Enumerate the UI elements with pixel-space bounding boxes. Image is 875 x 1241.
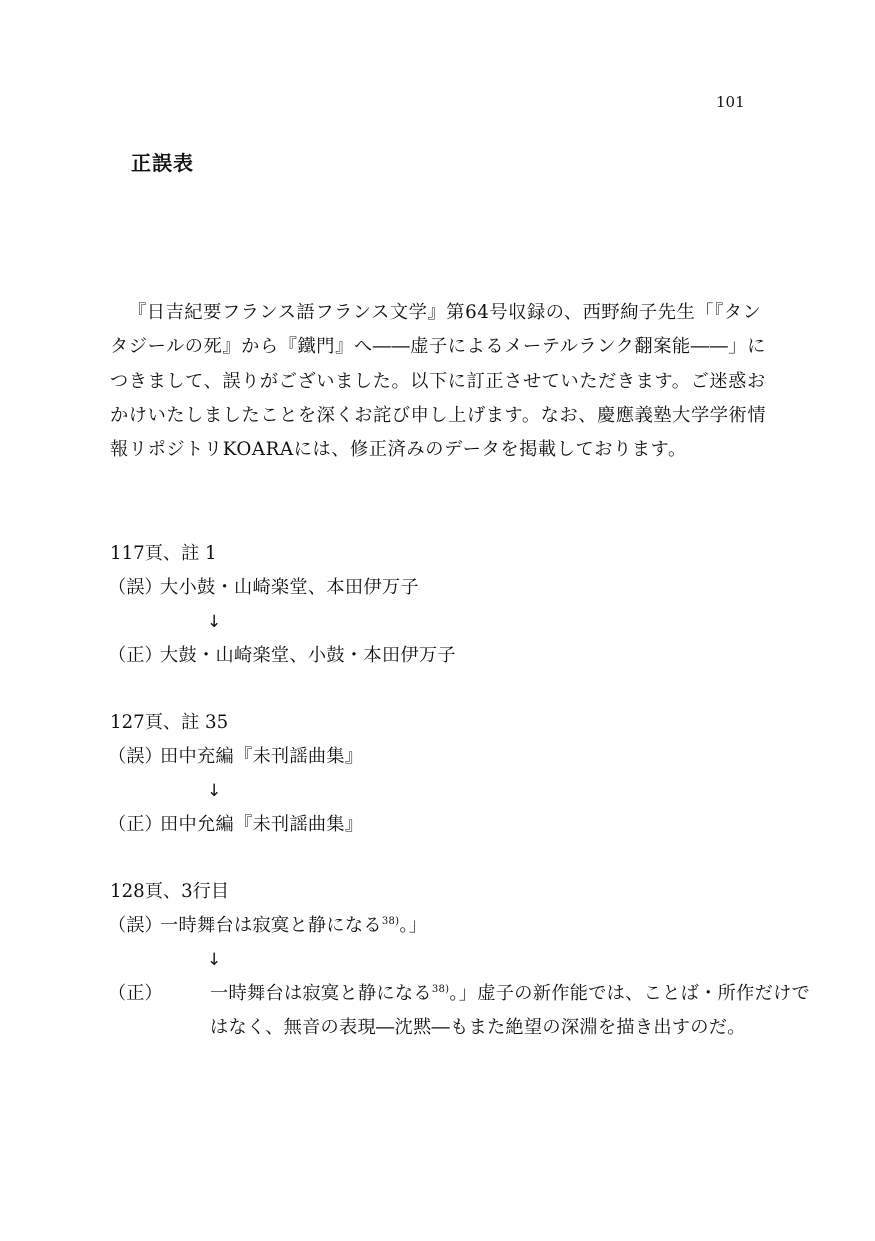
- wrong-text: 田中充編『未刊謡曲集』: [160, 746, 364, 767]
- right-text-main: 一時舞台は寂寞と静になる: [210, 983, 432, 1004]
- right-tag: （正）: [108, 814, 163, 835]
- right-tag: （正）: [108, 645, 163, 666]
- right-text: 大鼓・山崎楽堂、小鼓・本田伊万子: [160, 645, 456, 666]
- intro-paragraph: 『日吉紀要フランス語フランス文学』第64号収録の、西野絢子先生「『タンタジールの死』から『鐵門』へ――虚子によるメーテルランク翻案能――」につきまして、誤りがございました。以下に訂正させていただきます。ご迷惑おかけいたしましたことを深くお詫び申し上げます。なお、慶應義塾大学学術情報リポジトリKOARAには、修正済みのデータを掲載しております。: [110, 302, 767, 461]
- erratum-wrong-row: [110, 571, 775, 605]
- erratum-right-row: [110, 808, 775, 842]
- correction-arrow-row: [110, 774, 775, 808]
- erratum-wrong-row: [110, 909, 775, 943]
- correction-arrow-row: [110, 943, 775, 977]
- erratum-location: 127頁、註 35: [110, 712, 229, 733]
- wrong-text: 大小鼓・山崎楽堂、本田伊万子: [160, 577, 419, 598]
- wrong-text-main: 一時舞台は寂寞と静になる: [160, 915, 382, 936]
- erratum-wrong-row: [110, 740, 775, 774]
- right-text: [210, 977, 825, 1045]
- right-text: 田中允編『未刊謡曲集』: [160, 814, 364, 835]
- page-number: 101: [716, 93, 745, 111]
- erratum-entry-1: [110, 537, 775, 673]
- erratum-entry-3: [108, 875, 811, 1045]
- erratum-right-row: [110, 639, 775, 673]
- erratum-location: 128頁、3行目: [110, 881, 230, 902]
- footnote-marker: 38): [381, 916, 400, 927]
- right-text-end: 。」虚子の新作能では、ことば・所作だけではなく、無音の表現―沈黙―もまた絶望の深淵を描き出すのだ。: [210, 983, 811, 1038]
- down-arrow-icon: ↓: [207, 950, 222, 970]
- correction-arrow-row: [110, 605, 775, 639]
- page-title: 正誤表: [131, 151, 194, 175]
- erratum-right-row: [108, 977, 811, 1045]
- right-tag: （正）: [108, 983, 163, 1004]
- erratum-location: 117頁、註 1: [110, 543, 217, 564]
- down-arrow-icon: ↓: [207, 781, 222, 801]
- erratum-entry-2: [110, 706, 775, 842]
- wrong-text: [160, 909, 427, 943]
- wrong-tag: （誤）: [108, 746, 163, 767]
- down-arrow-icon: ↓: [207, 612, 222, 632]
- wrong-tag: （誤）: [108, 577, 163, 598]
- wrong-tag: （誤）: [108, 915, 163, 936]
- footnote-marker: 38): [431, 984, 450, 995]
- wrong-text-end: 。」: [399, 915, 428, 936]
